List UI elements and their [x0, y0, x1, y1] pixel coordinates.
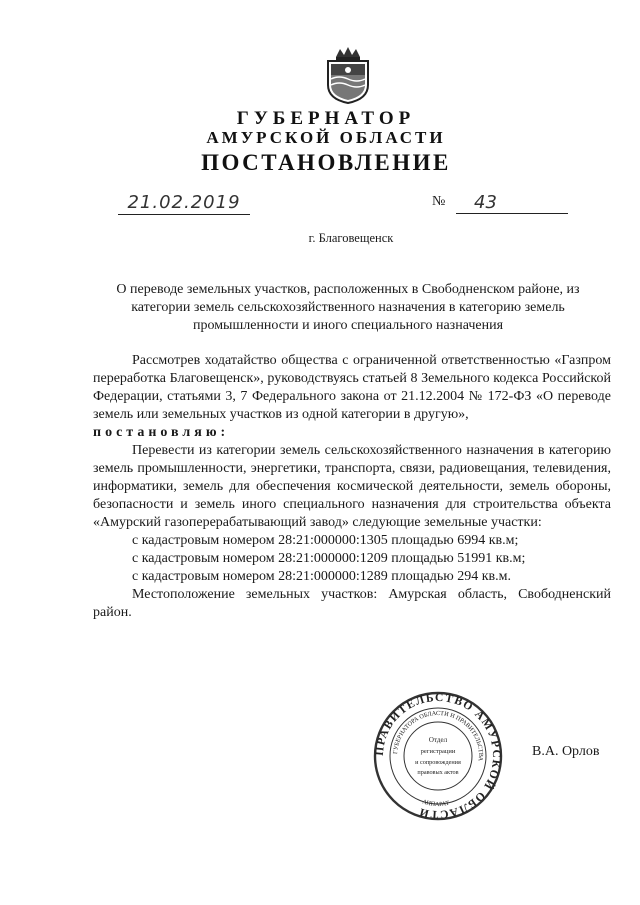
preamble-paragraph: Рассмотрев ходатайство общества с ограниченной ответственностью «Газпром переработка Благовещенск», руководствуясь статьей 8 Земельного кодекса Российской Федерации, статьями 3, 7 Федерального закона от 21.12.2004 № 172-ФЗ «О переводе земель или земельных участков из одной категории в другую», [93, 353, 611, 422]
plot-item: с кадастровым номером 28:21:000000:1209 площадью 51991 кв.м; [132, 551, 526, 566]
document-number: 43 [456, 192, 568, 214]
official-stamp [372, 690, 504, 822]
header-title: ГУБЕРНАТОР [236, 108, 416, 129]
subject-line: категории земель сельскохозяйственного назначения в категорию земель [131, 300, 565, 315]
decision-paragraph: Перевести из категории земель сельскохозяйственного назначения в категорию земель промышленности, энергетики, транспорта, связи, радиовещания, телевидения, информатики, земель для обеспечения космической деятельности, земель обороны, безопасности и земель иного специального назначения для строительства объекта «Амурский газоперерабатывающий завод» следующие земельные участки: [93, 443, 611, 530]
document-body [93, 352, 611, 622]
city-name: г. Благовещенск [308, 231, 394, 245]
subject-line: О переводе земельных участков, расположенных в Свободненском районе, из [116, 282, 580, 297]
document-type: ПОСТАНОВЛЕНИЕ [201, 150, 451, 175]
resolve-word: постановляю: [93, 425, 230, 440]
location-paragraph: Местоположение земельных участков: Амурская область, Свободненский район. [93, 587, 611, 620]
number-label: № [432, 194, 446, 209]
document-subject [88, 281, 608, 335]
stamp-bottom-text: АППАРАТ [421, 798, 450, 809]
header-region: АМУРСКОЙ ОБЛАСТИ [206, 128, 446, 147]
stamp-center-line: и сопровождения [415, 759, 461, 766]
signatory-name: В.А. Орлов [532, 744, 600, 759]
plot-item: с кадастровым номером 28:21:000000:1289 площадью 294 кв.м. [132, 569, 512, 584]
coat-of-arms-emblem [322, 45, 374, 105]
stamp-outer-text: ПРАВИТЕЛЬСТВО АМУРСКОЙ ОБЛАСТИ [373, 691, 503, 821]
stamp-center-line: регистрации [420, 748, 456, 755]
stamp-center-line: правовых актов [417, 769, 459, 776]
document-date: 21.02.2019 [118, 192, 250, 215]
stamp-inner-text: ГУБЕРНАТОРА ОБЛАСТИ И ПРАВИТЕЛЬСТВА [392, 709, 485, 762]
subject-line: промышленности и иного специального назначения [192, 318, 504, 333]
stamp-center-line: Отдел [428, 736, 448, 744]
plot-item: с кадастровым номером 28:21:000000:1305 площадью 6994 кв.м; [132, 533, 519, 548]
